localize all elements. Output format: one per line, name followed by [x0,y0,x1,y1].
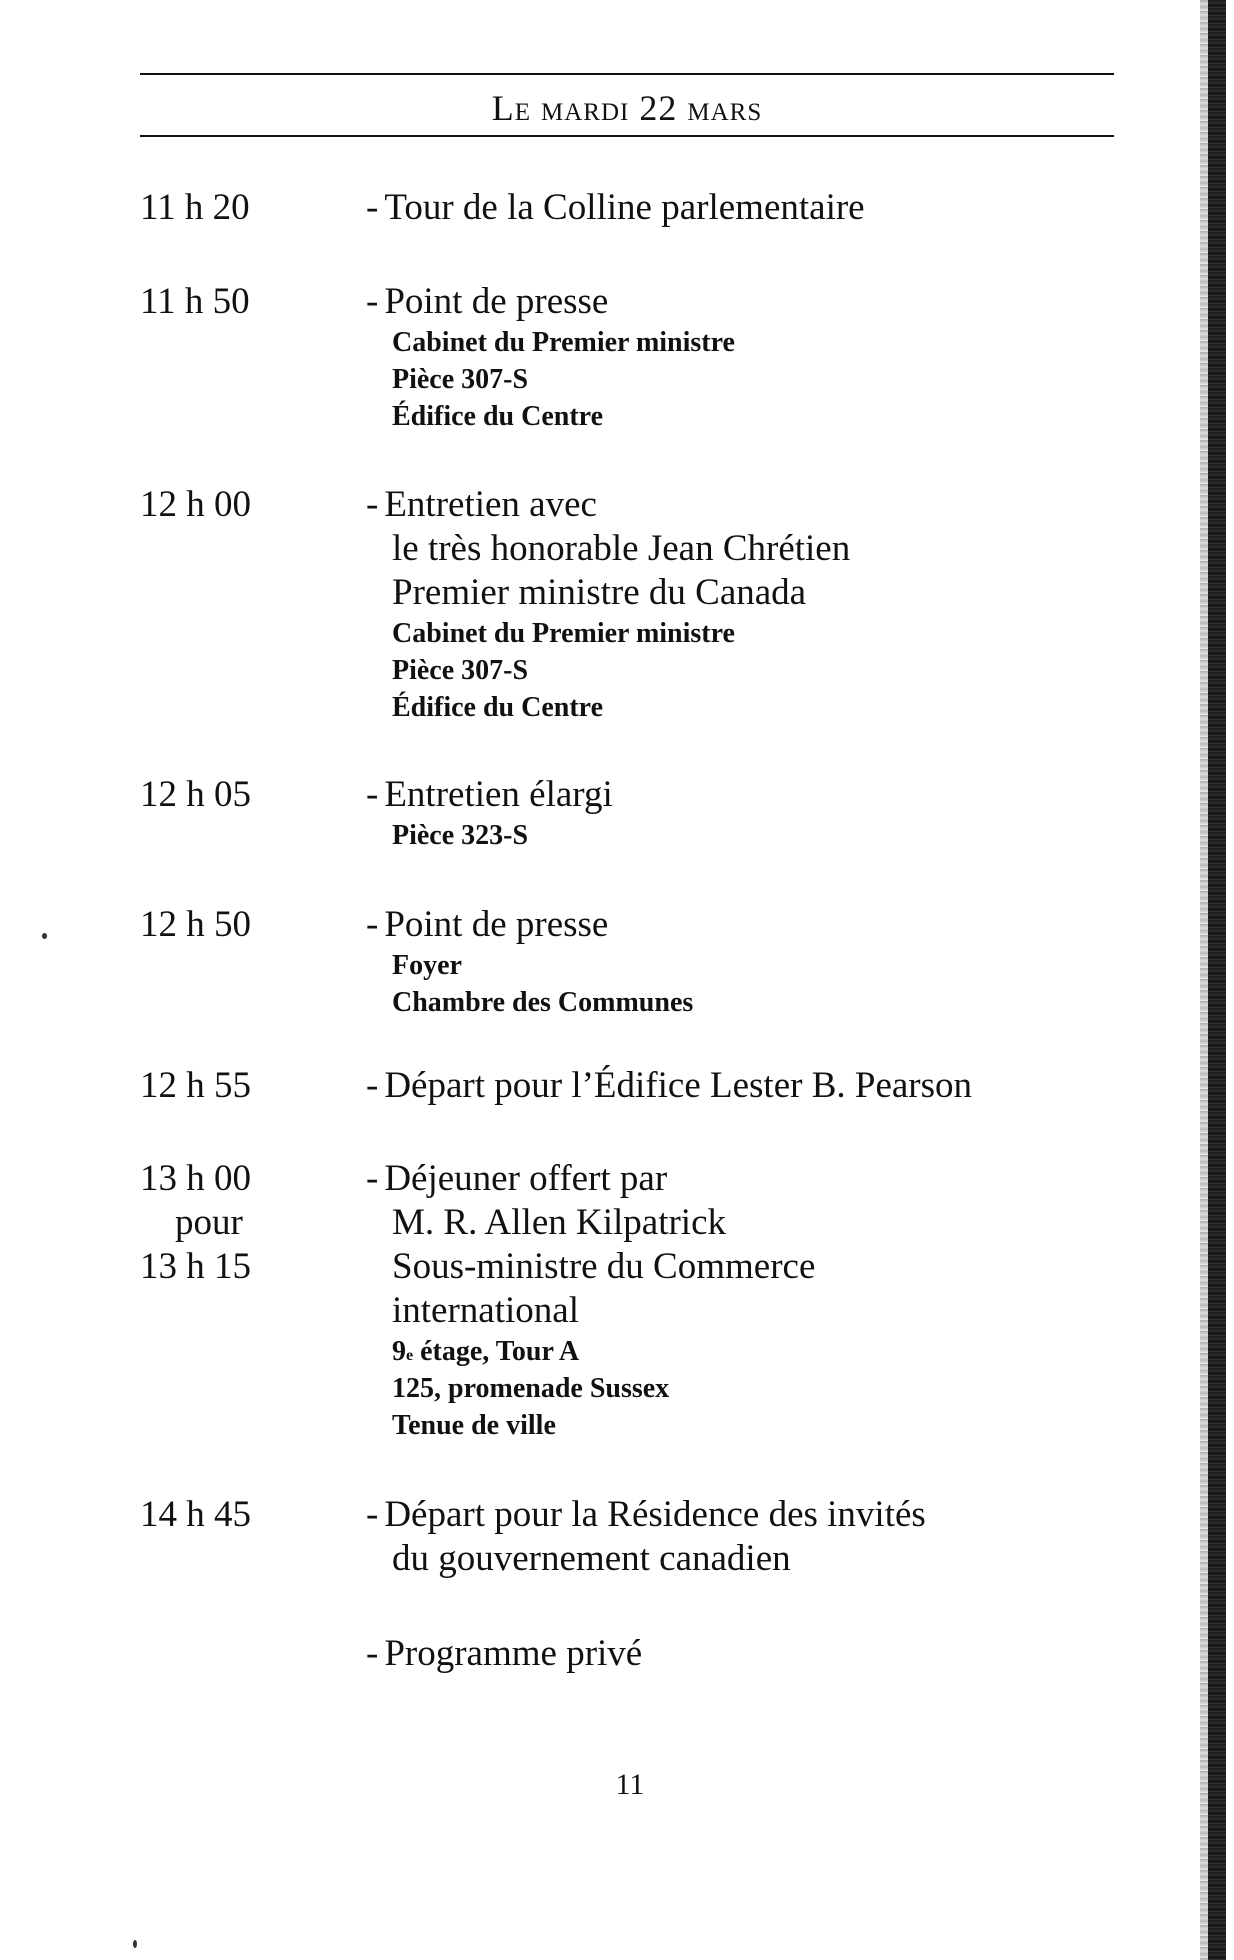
time-column [140,1064,290,1108]
header-rule-bottom [140,135,1114,137]
entry-continuation: du gouvernement canadien [392,1538,791,1579]
time-column [140,1157,290,1289]
dash-bullet: - [366,904,379,945]
floor-superscript: e [406,1347,414,1364]
entry-content [366,1632,1186,1676]
entry-content [366,483,1186,726]
dash-bullet: - [366,281,379,322]
entry-content [366,1157,1186,1444]
entry-time: 11 h 20 [140,187,250,228]
entry-time: 12 h 55 [140,1065,251,1106]
scan-speck [133,1940,137,1948]
time-column [140,1493,290,1537]
entry-title-text: Point de presse [384,281,609,322]
entry-continuation: Sous-ministre du Commerce [392,1246,816,1287]
entry-time: 12 h 05 [140,774,251,815]
entry-time: 12 h 00 [140,484,251,525]
entry-title [366,280,1186,324]
entry-time-end: 13 h 15 [140,1246,251,1287]
entry-title [366,483,1186,527]
entry-content [366,1493,1186,1581]
entry-location-detail: Pièce 323-S [392,820,529,851]
time-column [140,483,290,527]
entry-title-text: Tour de la Colline parlementaire [384,187,865,228]
entry-content [366,186,1186,230]
binding-edge-shadow [1200,0,1208,1960]
entry-time: 11 h 50 [140,281,250,322]
entry-location-detail: 125, promenade Sussex [392,1373,670,1404]
dash-bullet: - [366,484,379,525]
dash-bullet: - [366,187,379,228]
entry-time: 12 h 50 [140,904,251,945]
entry-continuation: le très honorable Jean Chrétien [392,528,851,569]
entry-time-start: 13 h 00 [140,1158,251,1199]
entry-title [366,1632,1186,1676]
floor-text: étage, Tour A [420,1336,580,1367]
dash-bullet: - [366,774,379,815]
entry-title [366,903,1186,947]
entry-content [366,1064,1186,1108]
header-rule-top [140,73,1114,75]
entry-title [366,773,1186,817]
entry-location-detail: Pièce 307-S [392,364,529,395]
scan-speck [42,933,47,939]
entry-continuation: M. R. Allen Kilpatrick [392,1202,726,1243]
entry-dress-code: Tenue de ville [392,1410,556,1441]
dash-bullet: - [366,1633,379,1674]
entry-title-text: Déjeuner offert par [384,1158,668,1199]
entry-title-text: Départ pour la Résidence des invités [384,1494,926,1535]
time-column [140,773,290,817]
entry-location-detail [366,1333,1186,1370]
entry-location-detail: Cabinet du Premier ministre [392,327,735,358]
page-number: 11 [615,1768,645,1801]
entry-location-detail: Édifice du Centre [392,401,604,432]
page-title: Le mardi 22 mars [491,88,763,128]
entry-continuation: international [392,1290,579,1331]
entry-title [366,186,1186,230]
entry-title-text: Programme privé [384,1633,643,1674]
entry-location-detail: Cabinet du Premier ministre [392,618,735,649]
entry-title-text: Entretien avec [384,484,597,525]
entry-continuation: Premier ministre du Canada [392,572,807,613]
entry-title [366,1157,1186,1201]
entry-location-detail: Pièce 307-S [392,655,529,686]
dash-bullet: - [366,1158,379,1199]
entry-title [366,1493,1186,1537]
time-column [140,903,290,947]
entry-location-detail: Foyer [392,950,462,981]
entry-title-text: Point de presse [384,904,609,945]
time-column [140,186,290,230]
entry-title-text: Entretien élargi [384,774,613,815]
entry-content [366,903,1186,1021]
dash-bullet: - [366,1065,379,1106]
entry-content [366,773,1186,854]
entry-title [366,1064,1186,1108]
entry-location-detail: Chambre des Communes [392,987,694,1018]
entry-time-connector: pour [175,1202,243,1243]
entry-content [366,280,1186,435]
entry-title-text: Départ pour l’Édifice Lester B. Pearson [384,1065,973,1106]
entry-location-detail: Édifice du Centre [392,692,604,723]
floor-number: 9 [392,1336,406,1367]
time-column [140,280,290,324]
dash-bullet: - [366,1494,379,1535]
entry-time: 14 h 45 [140,1494,251,1535]
binding-edge [1208,0,1226,1960]
